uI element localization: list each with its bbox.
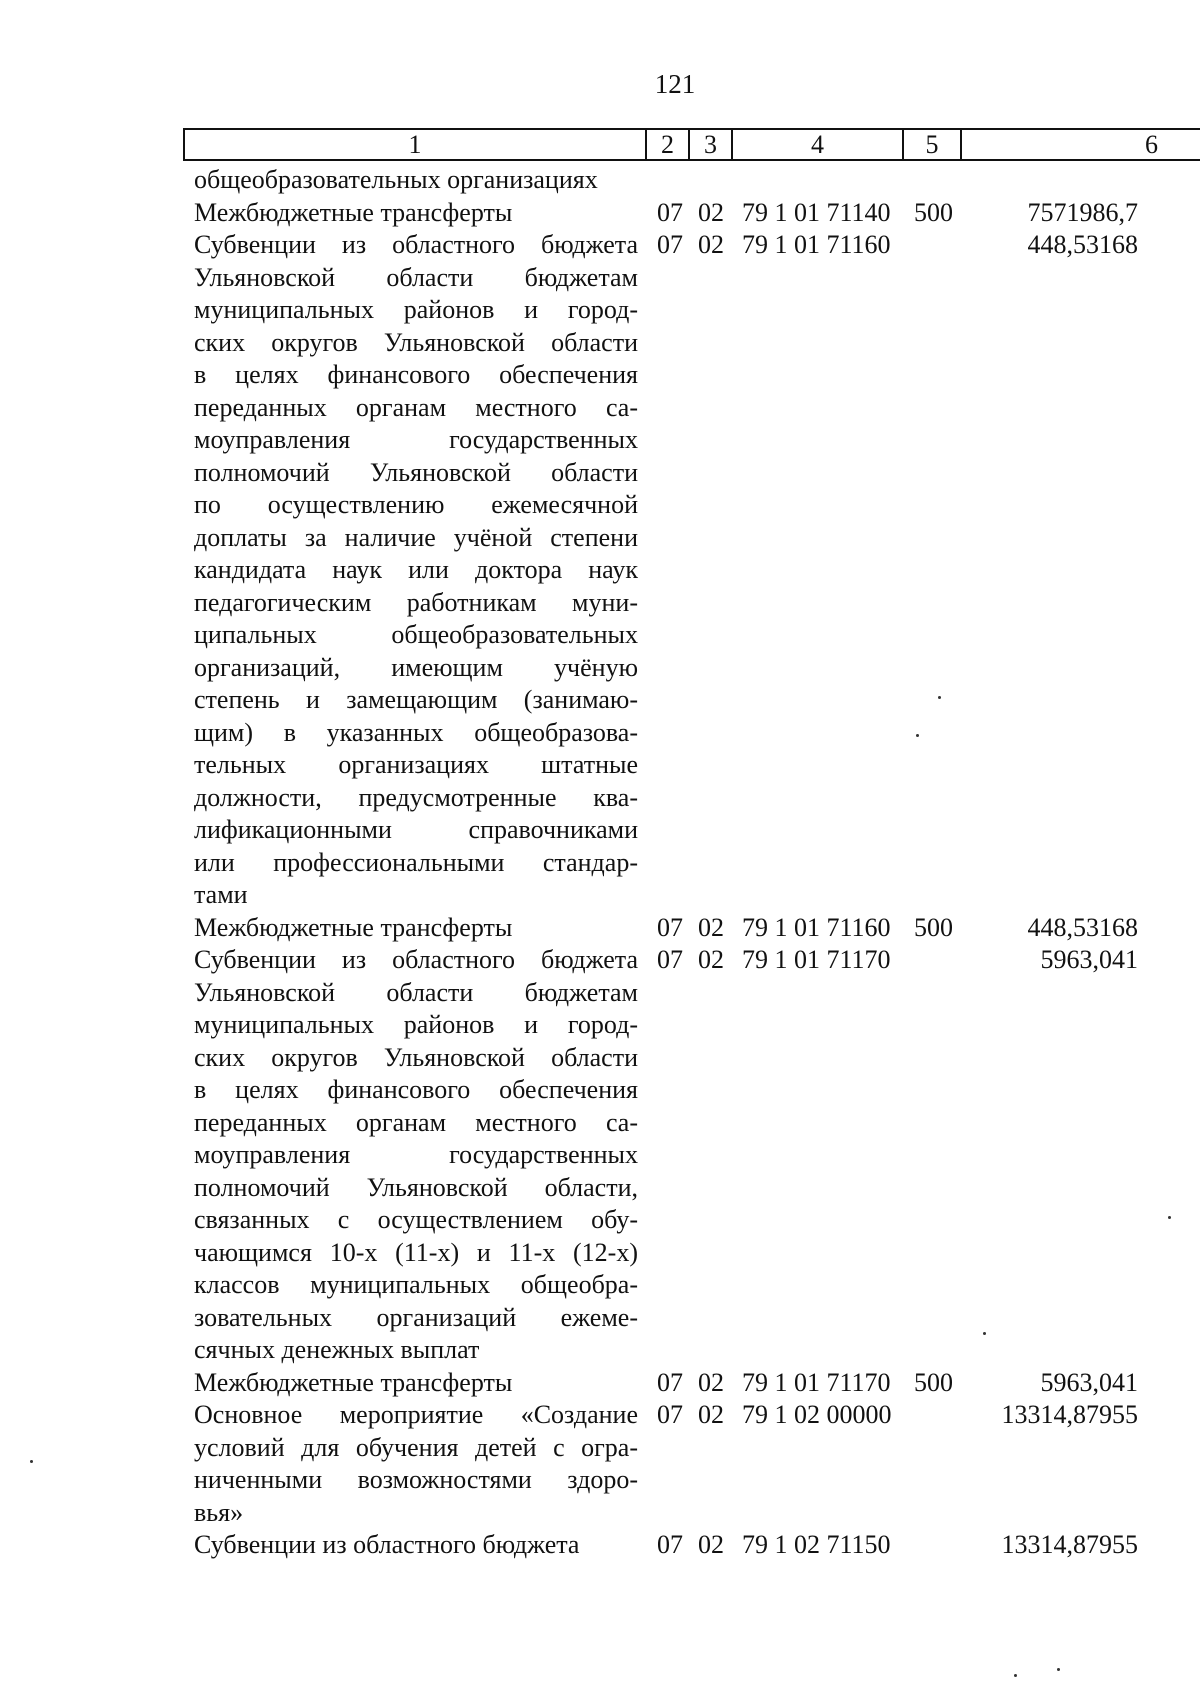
subsection-code: 02	[698, 912, 724, 942]
row-description	[194, 1529, 638, 1562]
subsection-code: 02	[698, 945, 724, 974]
target-article-code: 79 1 01 71140	[742, 197, 891, 227]
scan-speck	[938, 696, 941, 699]
description-line: Субвенции из областного бюджета	[194, 945, 638, 974]
table-header	[183, 128, 1200, 161]
table-row	[0, 912, 1200, 945]
target-article-code: 79 1 01 71170	[742, 1367, 891, 1397]
table-row	[0, 229, 1200, 912]
row-description	[194, 912, 638, 945]
amount: 5963,041	[1040, 1367, 1138, 1397]
subsection-code: 02	[698, 197, 724, 227]
description-line: ципальных общеобразовательных	[194, 620, 638, 649]
row-description	[194, 229, 638, 912]
amount: 448,53168	[1027, 230, 1138, 259]
description-line: моуправления государственных	[194, 425, 638, 454]
subsection-code: 02	[698, 230, 724, 259]
description-line: моуправления государственных	[194, 1140, 638, 1169]
header-col-1: 1	[408, 130, 422, 159]
header-col-4: 4	[731, 130, 902, 159]
target-article-code: 79 1 01 71170	[742, 945, 891, 974]
page-number: 121	[654, 69, 696, 99]
header-col-3: 3	[688, 130, 731, 159]
section-code: 07	[657, 1530, 683, 1559]
description-line: чающимся 10-х (11-х) и 11-х (12-х)	[194, 1237, 638, 1267]
table-row	[0, 1399, 1200, 1529]
section-code: 07	[657, 230, 683, 259]
section-code: 07	[657, 197, 683, 227]
table-row	[0, 164, 1200, 197]
description-line: Межбюджетные трансферты	[194, 1367, 513, 1397]
scan-speck	[983, 1332, 986, 1335]
table-row	[0, 1529, 1200, 1562]
description-line: переданных органам местного са-	[194, 1107, 638, 1137]
description-line: по осуществлению ежемесячной	[194, 490, 638, 519]
description-line: Субвенции из областного бюджета	[194, 1530, 580, 1559]
table-row	[0, 1367, 1200, 1400]
description-line: Межбюджетные трансферты	[194, 912, 513, 942]
header-col-2: 2	[645, 130, 688, 159]
row-description	[194, 164, 638, 197]
expense-type-code: 500	[914, 1367, 953, 1397]
description-line: полномочий Ульяновской области	[194, 457, 638, 487]
description-line: Межбюджетные трансферты	[194, 197, 513, 227]
amount: 448,53168	[1027, 912, 1138, 942]
description-line: муниципальных районов и город-	[194, 295, 638, 324]
scan-speck	[1168, 1216, 1171, 1219]
description-line: тельных организациях штатные	[194, 750, 638, 779]
description-line: переданных органам местного са-	[194, 392, 638, 422]
table-row	[0, 944, 1200, 1367]
description-line: общеобразовательных организациях	[194, 165, 598, 194]
description-line: в целях финансового обеспечения	[194, 360, 638, 389]
row-description	[194, 1367, 638, 1400]
description-line: ниченными возможностями здоро-	[194, 1465, 638, 1494]
target-article-code: 79 1 02 71150	[742, 1530, 891, 1559]
description-line: или профессиональными стандар-	[194, 847, 638, 877]
description-line: ских округов Ульяновской области	[194, 327, 638, 357]
subsection-code: 02	[698, 1530, 724, 1559]
description-line: степень и замещающим (занимаю-	[194, 685, 638, 714]
description-line: лификационными справочниками	[194, 815, 638, 844]
subsection-code: 02	[698, 1367, 724, 1397]
amount: 5963,041	[1040, 945, 1138, 974]
description-line: кандидата наук или доктора наук	[194, 555, 638, 584]
amount: 13314,87955	[1001, 1530, 1138, 1559]
description-line: вья»	[194, 1497, 244, 1527]
description-line: сячных денежных выплат	[194, 1335, 480, 1364]
description-line: муниципальных районов и город-	[194, 1010, 638, 1039]
description-line: Основное мероприятие «Создание	[194, 1400, 638, 1429]
description-line: классов муниципальных общеобра-	[194, 1270, 638, 1299]
row-description	[194, 1399, 638, 1529]
description-line: организаций, имеющим учёную	[194, 652, 638, 682]
table-row	[0, 197, 1200, 230]
target-article-code: 79 1 02 00000	[742, 1400, 892, 1429]
section-code: 07	[657, 912, 683, 942]
description-line: в целях финансового обеспечения	[194, 1075, 638, 1104]
description-line: Ульяновской области бюджетам	[194, 977, 638, 1007]
expense-type-code: 500	[914, 912, 953, 942]
description-line: Субвенции из областного бюджета	[194, 230, 638, 259]
description-line: зовательных организаций ежеме-	[194, 1302, 638, 1332]
expense-type-code: 500	[914, 197, 953, 227]
description-line: тами	[194, 880, 248, 909]
scan-speck	[1014, 1674, 1017, 1677]
subsection-code: 02	[698, 1400, 724, 1429]
scan-speck	[1057, 1668, 1060, 1671]
scan-speck	[916, 734, 919, 737]
description-line: полномочий Ульяновской области,	[194, 1172, 638, 1202]
description-line: Ульяновской области бюджетам	[194, 262, 638, 292]
target-article-code: 79 1 01 71160	[742, 912, 891, 942]
description-line: щим) в указанных общеобразова-	[194, 717, 638, 747]
description-line: связанных с осуществлением обу-	[194, 1205, 638, 1234]
amount: 7571986,7	[1027, 197, 1138, 227]
section-code: 07	[657, 1367, 683, 1397]
section-code: 07	[657, 945, 683, 974]
description-line: должности, предусмотренные ква-	[194, 782, 638, 812]
row-description	[194, 944, 638, 1367]
description-line: условий для обучения детей с огра-	[194, 1432, 638, 1462]
row-description	[194, 197, 638, 230]
section-code: 07	[657, 1400, 683, 1429]
description-line: ских округов Ульяновской области	[194, 1042, 638, 1072]
description-line: педагогическим работникам муни-	[194, 587, 638, 617]
header-col-6: 6	[960, 130, 1200, 159]
amount: 13314,87955	[1001, 1400, 1138, 1429]
description-line: доплаты за наличие учёной степени	[194, 522, 638, 552]
target-article-code: 79 1 01 71160	[742, 230, 891, 259]
table-body	[0, 164, 1200, 1562]
header-col-5: 5	[902, 130, 960, 159]
scan-speck	[30, 1460, 33, 1463]
